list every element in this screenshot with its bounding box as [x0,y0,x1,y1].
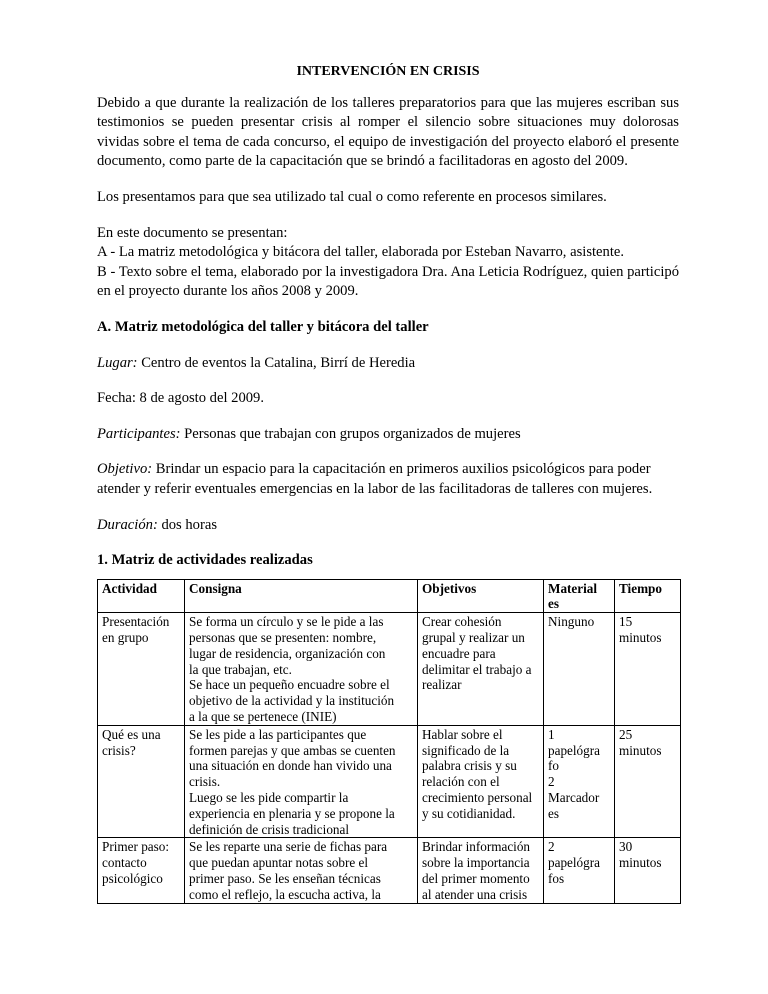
contents-item-b: B - Texto sobre el tema, elaborado por la investigadora Dra. Ana Leticia Rodríguez, quien participó en el proyecto durante los años 2008 y 2009. [97,263,679,300]
table-row [98,838,681,903]
objetivo-label: Objetivo: [97,461,153,478]
contents-item-a: A - La matriz metodológica y bitácora del taller, elaborada por Esteban Navarro, asistente. [97,244,625,261]
header-actividad: Actividad [98,579,185,613]
lugar-value: Centro de eventos la Catalina, Birrí de Heredia [137,354,416,371]
cell-actividad: Presentación en grupo [98,613,185,726]
table-row [98,613,681,726]
cell-tiempo: 15 minutos [615,613,681,726]
lugar-line [97,354,679,374]
cell-objetivos: Brindar información sobre la importancia del primer momento al atender una crisis [418,838,544,903]
cell-objetivos: Crear cohesión grupal y realizar un encuadre para delimitar el trabajo a realizar [418,613,544,726]
cell-tiempo: 30 minutos [615,838,681,903]
table-heading: 1. Matriz de actividades realizadas [97,552,313,569]
document-title: INTERVENCIÓN EN CRISIS [296,64,480,79]
cell-objetivos: Hablar sobre el significado de la palabra crisis y su relación con el crecimiento personal y su cotidianidad. [418,725,544,838]
cell-materiales: 2 papelógra fos [544,838,615,903]
participantes-line [97,425,679,445]
cell-actividad: Qué es una crisis? [98,725,185,838]
lugar-label: Lugar: [97,354,138,371]
table-row [98,725,681,838]
cell-consigna: Se les pide a las participantes que formen parejas y que ambas se cuenten una situación en donde han vivido una crisis. Luego se les pide compartir la experiencia en plenaria y se propone la definición de crisis tradicional [185,725,418,838]
activities-table [97,579,681,904]
participantes-label: Participantes: [97,425,181,442]
participantes-value: Personas que trabajan con grupos organizados de mujeres [180,425,521,442]
cell-materiales: Ninguno [544,613,615,726]
cell-consigna: Se les reparte una serie de fichas para que puedan apuntar notas sobre el primer paso. Se les enseñan técnicas como el reflejo, la escucha activa, la [185,838,418,903]
table-header-row [98,579,681,613]
objetivo-value: Brindar un espacio para la capacitación en primeros auxilios psicológicos para poder atender y referir eventuales emergencias en la labor de las facilitadoras de talleres con mujeres. [97,461,653,497]
presentation-paragraph: Los presentamos para que sea utilizado tal cual o como referente en procesos similares. [97,188,607,205]
section-a-heading: A. Matriz metodológica del taller y bitácora del taller [97,318,429,335]
duracion-label: Duración: [97,516,158,533]
document-body [97,62,679,904]
header-consigna: Consigna [185,579,418,613]
header-tiempo: Tiempo [615,579,681,613]
cell-materiales: 1 papelógra fo 2 Marcador es [544,725,615,838]
duracion-value: dos horas [157,516,217,533]
cell-consigna: Se forma un círculo y se le pide a las personas que se presenten: nombre, lugar de residencia, organización con la que trabajan, etc. Se hace un pequeño encuadre sobre el objetivo de la actividad y la institución a la que se pertenece (INIE) [185,613,418,726]
contents-lead: En este documento se presentan: [97,224,288,241]
intro-paragraph: Debido a que durante la realización de los talleres preparatorios para que las mujeres escriban sus testimonios se pueden presentar crisis al romper el silencio sobre situaciones muy dolorosas vividas sobre el tema de cada concurso, el equipo de investigación del proyecto elaboró el presente documento, como parte de la capacitación que se brindó a facilitadoras en agosto del 2009. [97,94,679,170]
fecha-line: Fecha: 8 de agosto del 2009. [97,390,264,407]
objetivo-line [97,460,679,499]
cell-tiempo: 25 minutos [615,725,681,838]
cell-actividad: Primer paso: contacto psicológico [98,838,185,903]
duracion-line [97,516,679,536]
header-materiales: Material es [544,579,615,613]
header-objetivos: Objetivos [418,579,544,613]
